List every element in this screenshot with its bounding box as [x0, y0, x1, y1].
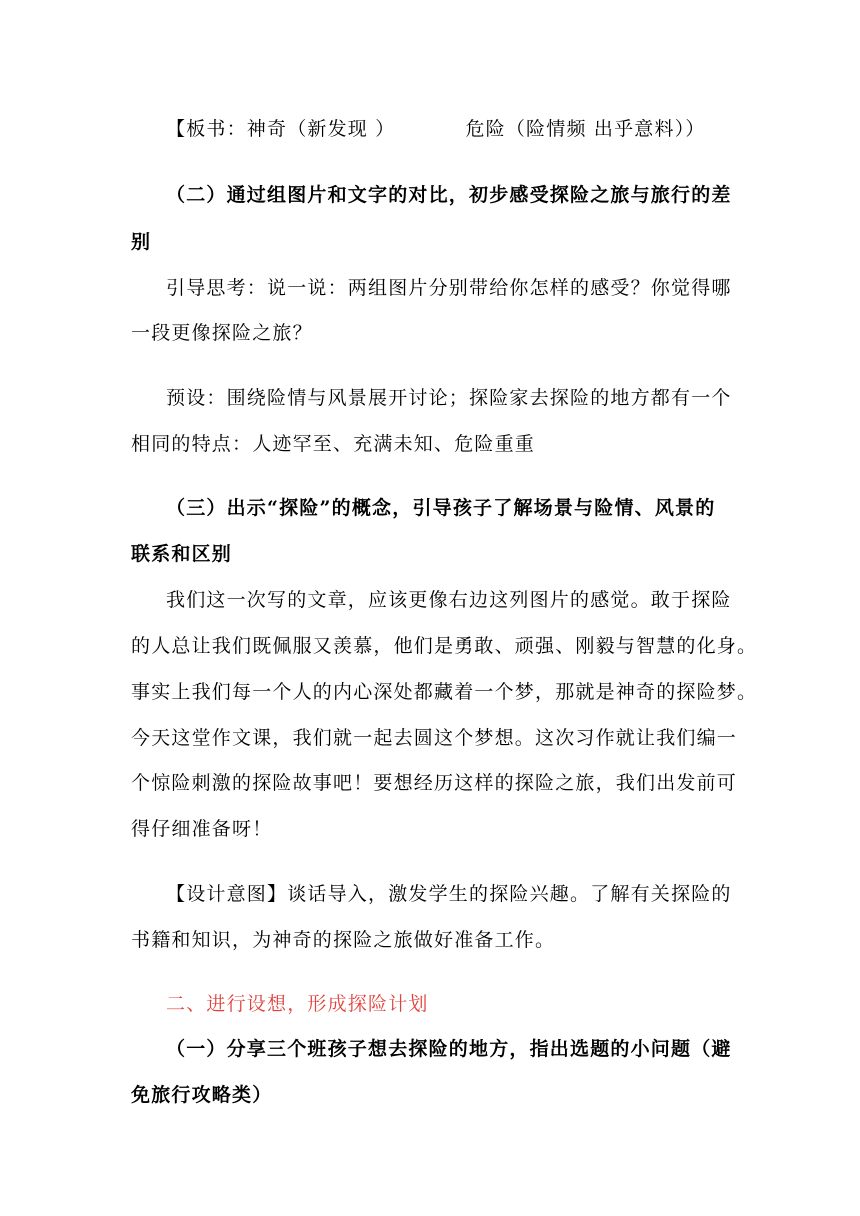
section2-heading-line2: 别 [131, 231, 152, 253]
part2-title: 二、进行设想，形成探险计划 [166, 993, 429, 1015]
body-line: 我们这一次写的文章，应该更像右边这列图片的感觉。敢于探险 [166, 589, 732, 611]
board-note-right: 危险（险情频 出乎意料）） [465, 118, 706, 140]
section2-heading-line1: （二）通过组图片和文字的对比，初步感受探险之旅与旅行的差 [166, 184, 732, 206]
design-intent-line2: 书籍和知识，为神奇的探险之旅做好准备工作。 [131, 929, 556, 951]
board-note [166, 117, 706, 141]
preset-line2: 相同的特点：人迹罕至、充满未知、危险重重 [131, 433, 536, 455]
section3-heading-line1: （三）出示“探险”的概念，引导孩子了解场景与险情、风景的 [166, 497, 716, 519]
preset-line1: 预设：围绕险情与风景展开讨论；探险家去探险的地方都有一个 [166, 387, 732, 409]
body-line: 今天这堂作文课，我们就一起去圆这个梦想。这次习作就让我们编一 [131, 727, 738, 749]
body-line: 事实上我们每一个人的内心深处都藏着一个梦，那就是神奇的探险梦。 [131, 681, 758, 703]
body-line: 个惊险刺激的探险故事吧！要想经历这样的探险之旅，我们出发前可 [131, 772, 738, 794]
part2-subheading-line2: 免旅行攻略类） [131, 1084, 273, 1106]
design-intent-line1: 【设计意图】谈话导入，激发学生的探险兴趣。了解有关探险的 [166, 883, 732, 905]
guide-line2: 一段更像探险之旅？ [131, 322, 313, 344]
body-line: 的人总让我们既佩服又羡慕，他们是勇敢、顽强、刚毅与智慧的化身。 [131, 635, 758, 657]
section3-heading-line2: 联系和区别 [131, 543, 233, 565]
part2-subheading-line1: （一）分享三个班孩子想去探险的地方，指出选题的小问题（避 [166, 1038, 732, 1060]
body-line: 得仔细准备呀！ [131, 818, 273, 840]
board-note-left: 【板书：神奇（新发现 ） [166, 118, 396, 140]
guide-line1: 引导思考：说一说：两组图片分别带给你怎样的感受？你觉得哪 [166, 277, 732, 299]
